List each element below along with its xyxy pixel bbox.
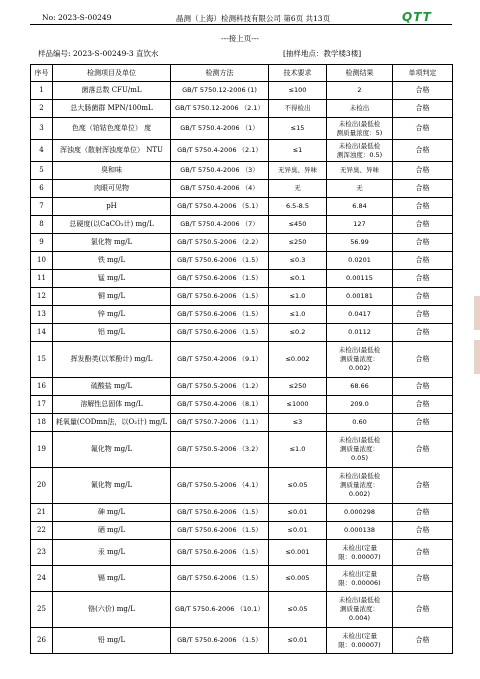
row-requirement: 6.5-8.5 — [269, 198, 327, 216]
row-requirement: 无异臭、异味 — [269, 162, 327, 180]
sample-number: 样品编号: 2023-S-00249-3 直饮水 — [38, 49, 159, 58]
col-header-method: 检测方法 — [171, 65, 269, 82]
row-item: 汞 mg/L — [53, 540, 171, 566]
row-index: 15 — [31, 342, 53, 378]
row-method: GB/T 5750.6-2006 （1.5） — [171, 522, 269, 540]
table-row — [31, 504, 453, 522]
row-requirement: ≤100 — [269, 82, 327, 100]
col-header-result: 检测结果 — [327, 65, 393, 82]
row-item: 总硬度(以CaCO₃计) mg/L — [53, 216, 171, 234]
row-result: 0.000138 — [327, 522, 393, 540]
row-result: 未检出(最低检 测浑浊度：0.5) — [327, 140, 393, 162]
row-item: 铝 mg/L — [53, 324, 171, 342]
row-index: 26 — [31, 628, 53, 654]
row-result: 209.0 — [327, 396, 393, 414]
table-row — [31, 180, 453, 198]
table-row — [31, 342, 453, 378]
row-method: GB/T 5750.4-2006 （1） — [171, 118, 269, 140]
row-judgement: 合格 — [393, 180, 453, 198]
row-method: GB/T 5750.4-2006 （8.1） — [171, 396, 269, 414]
continued-label: ---接上页--- — [221, 34, 259, 43]
row-item: 耗氧量(CODmn法，以O₂计) mg/L — [53, 414, 171, 432]
row-judgement: 合格 — [393, 468, 453, 504]
table-row — [31, 234, 453, 252]
row-requirement: ≤0.01 — [269, 504, 327, 522]
row-method: GB/T 5750.4-2006 （5.1） — [171, 198, 269, 216]
row-method: GB/T 5750.4-2006 （4） — [171, 180, 269, 198]
row-requirement: ≤0.005 — [269, 566, 327, 592]
table-row — [31, 540, 453, 566]
row-requirement: ≤0.001 — [269, 540, 327, 566]
row-index: 19 — [31, 432, 53, 468]
row-item: 氰化物 mg/L — [53, 468, 171, 504]
row-judgement: 合格 — [393, 100, 453, 118]
row-judgement: 合格 — [393, 592, 453, 628]
row-method: GB/T 5750.12-2006 （2.1） — [171, 100, 269, 118]
row-judgement: 合格 — [393, 82, 453, 100]
row-result: 56.99 — [327, 234, 393, 252]
row-method: GB/T 5750.12-2006 (1) — [171, 82, 269, 100]
row-index: 22 — [31, 522, 53, 540]
row-requirement: ≤1 — [269, 140, 327, 162]
row-item: 挥发酚类(以苯酚计) mg/L — [53, 342, 171, 378]
row-method: GB/T 5750.5-2006 （4.1） — [171, 468, 269, 504]
row-result: 未检出(最低检 测质量浓度： 0.004) — [327, 592, 393, 628]
header-divider — [30, 24, 452, 25]
row-requirement: ≤0.1 — [269, 270, 327, 288]
row-item: 臭和味 — [53, 162, 171, 180]
row-item: 浑浊度（散射浑浊度单位） NTU — [53, 140, 171, 162]
row-method: GB/T 5750.6-2006 （1.5） — [171, 628, 269, 654]
table-row — [31, 82, 453, 100]
row-result: 0.000298 — [327, 504, 393, 522]
table-row — [31, 100, 453, 118]
row-method: GB/T 5750.4-2006 （3） — [171, 162, 269, 180]
row-item: 硒 mg/L — [53, 522, 171, 540]
row-judgement: 合格 — [393, 540, 453, 566]
row-item: 溶解性总固体 mg/L — [53, 396, 171, 414]
row-requirement: 不得检出 — [269, 100, 327, 118]
row-result: 未检出(定量 限：0.00007) — [327, 628, 393, 654]
row-index: 1 — [31, 82, 53, 100]
row-result: 68.66 — [327, 378, 393, 396]
row-item: pH — [53, 198, 171, 216]
row-index: 7 — [31, 198, 53, 216]
row-item: 菌落总数 CFU/mL — [53, 82, 171, 100]
company-name: 晶测（上海）检测科技有限公司 第6页 共13页 — [176, 14, 331, 23]
row-requirement: ≤0.002 — [269, 342, 327, 378]
row-requirement: ≤0.2 — [269, 324, 327, 342]
row-judgement: 合格 — [393, 162, 453, 180]
row-index: 6 — [31, 180, 53, 198]
row-result: 未检出(定量 限：0.00007) — [327, 540, 393, 566]
row-requirement: ≤3 — [269, 414, 327, 432]
row-index: 13 — [31, 306, 53, 324]
row-index: 3 — [31, 118, 53, 140]
row-judgement: 合格 — [393, 628, 453, 654]
row-result: 未检出(定量 限：0.00006) — [327, 566, 393, 592]
row-result: 未检出(最低检 测质量浓度： 0.002) — [327, 342, 393, 378]
table-row — [31, 252, 453, 270]
row-result: 0.0112 — [327, 324, 393, 342]
row-judgement: 合格 — [393, 324, 453, 342]
row-method: GB/T 5750.5-2006 （1.2） — [171, 378, 269, 396]
row-judgement: 合格 — [393, 198, 453, 216]
row-index: 10 — [31, 252, 53, 270]
row-index: 25 — [31, 592, 53, 628]
row-requirement: ≤0.3 — [269, 252, 327, 270]
row-method: GB/T 5750.6-2006 （1.5） — [171, 288, 269, 306]
row-method: GB/T 5750.6-2006 （1.5） — [171, 566, 269, 592]
row-method: GB/T 5750.6-2006 （1.5） — [171, 324, 269, 342]
sampling-location: [抽样地点：教学楼3楼] — [283, 49, 362, 58]
row-index: 9 — [31, 234, 53, 252]
row-result: 未检出(最低检 测质量浓度： 0.05) — [327, 432, 393, 468]
table-row — [31, 522, 453, 540]
row-index: 8 — [31, 216, 53, 234]
row-requirement: ≤0.01 — [269, 522, 327, 540]
row-method: GB/T 5750.6-2006 （1.5） — [171, 252, 269, 270]
table-row — [31, 306, 453, 324]
row-judgement: 合格 — [393, 234, 453, 252]
row-result: 无异臭、异味 — [327, 162, 393, 180]
row-item: 锌 mg/L — [53, 306, 171, 324]
row-index: 24 — [31, 566, 53, 592]
row-result: 0.00181 — [327, 288, 393, 306]
row-index: 21 — [31, 504, 53, 522]
row-requirement: 无 — [269, 180, 327, 198]
row-method: GB/T 5750.4-2006 （2.1） — [171, 140, 269, 162]
row-method: GB/T 5750.6-2006 （10.1） — [171, 592, 269, 628]
row-judgement: 合格 — [393, 414, 453, 432]
col-header-item: 检测项目及单位 — [53, 65, 171, 82]
row-item: 肉眼可见物 — [53, 180, 171, 198]
row-judgement: 合格 — [393, 522, 453, 540]
table-row — [31, 118, 453, 140]
row-index: 11 — [31, 270, 53, 288]
row-requirement: ≤1000 — [269, 396, 327, 414]
company-logo: QTT — [402, 10, 432, 24]
row-index: 20 — [31, 468, 53, 504]
table-row — [31, 324, 453, 342]
table-header-row — [31, 65, 453, 82]
row-judgement: 合格 — [393, 288, 453, 306]
row-index: 18 — [31, 414, 53, 432]
row-method: GB/T 5750.6-2006 （1.5） — [171, 540, 269, 566]
row-judgement: 合格 — [393, 566, 453, 592]
table-row — [31, 414, 453, 432]
row-index: 5 — [31, 162, 53, 180]
row-item: 铜 mg/L — [53, 288, 171, 306]
row-index: 16 — [31, 378, 53, 396]
col-header-requirement: 技术要求 — [269, 65, 327, 82]
row-result: 无 — [327, 180, 393, 198]
col-header-judgement: 单项判定 — [393, 65, 453, 82]
table-row — [31, 162, 453, 180]
row-judgement: 合格 — [393, 342, 453, 378]
row-method: GB/T 5750.7-2006 （1.1） — [171, 414, 269, 432]
row-item: 铁 mg/L — [53, 252, 171, 270]
table-row — [31, 288, 453, 306]
row-index: 14 — [31, 324, 53, 342]
row-method: GB/T 5750.5-2006 （2.2） — [171, 234, 269, 252]
row-item: 氟化物 mg/L — [53, 432, 171, 468]
row-index: 12 — [31, 288, 53, 306]
table-row — [31, 216, 453, 234]
row-item: 色度（铂钴色度单位） 度 — [53, 118, 171, 140]
row-item: 总大肠菌群 MPN/100mL — [53, 100, 171, 118]
table-row — [31, 396, 453, 414]
row-item: 氯化物 mg/L — [53, 234, 171, 252]
row-index: 17 — [31, 396, 53, 414]
row-index: 23 — [31, 540, 53, 566]
row-result: 0.60 — [327, 414, 393, 432]
row-method: GB/T 5750.4-2006 （9.1） — [171, 342, 269, 378]
results-table — [30, 64, 453, 654]
row-judgement: 合格 — [393, 306, 453, 324]
row-method: GB/T 5750.6-2006 （1.5） — [171, 306, 269, 324]
row-judgement: 合格 — [393, 432, 453, 468]
row-index: 2 — [31, 100, 53, 118]
table-row — [31, 628, 453, 654]
row-result: 127 — [327, 216, 393, 234]
table-row — [31, 378, 453, 396]
row-requirement: ≤0.01 — [269, 628, 327, 654]
table-row — [31, 270, 453, 288]
page-header — [0, 8, 480, 28]
row-result: 0.0417 — [327, 306, 393, 324]
row-result: 0.00115 — [327, 270, 393, 288]
row-requirement: ≤250 — [269, 234, 327, 252]
row-judgement: 合格 — [393, 378, 453, 396]
row-method: GB/T 5750.5-2006 （3.2） — [171, 432, 269, 468]
table-row — [31, 468, 453, 504]
row-judgement: 合格 — [393, 252, 453, 270]
row-judgement: 合格 — [393, 270, 453, 288]
row-requirement: ≤1.0 — [269, 306, 327, 324]
row-result: 未检出(最低检 测质量浓度：5) — [327, 118, 393, 140]
row-requirement: ≤0.05 — [269, 592, 327, 628]
row-index: 4 — [31, 140, 53, 162]
report-number: No: 2023-S-00249 — [42, 13, 112, 22]
row-requirement: ≤0.05 — [269, 468, 327, 504]
row-item: 锰 mg/L — [53, 270, 171, 288]
table-row — [31, 592, 453, 628]
row-judgement: 合格 — [393, 118, 453, 140]
row-requirement: ≤450 — [269, 216, 327, 234]
row-result: 未检出(最低检 测质量浓度： 0.002) — [327, 468, 393, 504]
table-row — [31, 432, 453, 468]
row-judgement: 合格 — [393, 504, 453, 522]
row-item: 硫酸盐 mg/L — [53, 378, 171, 396]
table-row — [31, 198, 453, 216]
row-judgement: 合格 — [393, 216, 453, 234]
row-item: 砷 mg/L — [53, 504, 171, 522]
row-result: 未检出 — [327, 100, 393, 118]
side-seal-strip — [474, 296, 480, 376]
row-result: 6.84 — [327, 198, 393, 216]
row-item: 镉 mg/L — [53, 566, 171, 592]
table-row — [31, 140, 453, 162]
row-method: GB/T 5750.6-2006 （1.5） — [171, 270, 269, 288]
row-method: GB/T 5750.6-2006 （1.5） — [171, 504, 269, 522]
row-method: GB/T 5750.4-2006 （7） — [171, 216, 269, 234]
row-requirement: ≤15 — [269, 118, 327, 140]
row-item: 铬(六价) mg/L — [53, 592, 171, 628]
row-requirement: ≤1.0 — [269, 432, 327, 468]
row-judgement: 合格 — [393, 140, 453, 162]
col-header-index: 序号 — [31, 65, 53, 82]
row-item: 铅 mg/L — [53, 628, 171, 654]
table-row — [31, 566, 453, 592]
row-judgement: 合格 — [393, 396, 453, 414]
row-requirement: ≤250 — [269, 378, 327, 396]
row-result: 2 — [327, 82, 393, 100]
row-result: 0.0201 — [327, 252, 393, 270]
row-requirement: ≤1.0 — [269, 288, 327, 306]
